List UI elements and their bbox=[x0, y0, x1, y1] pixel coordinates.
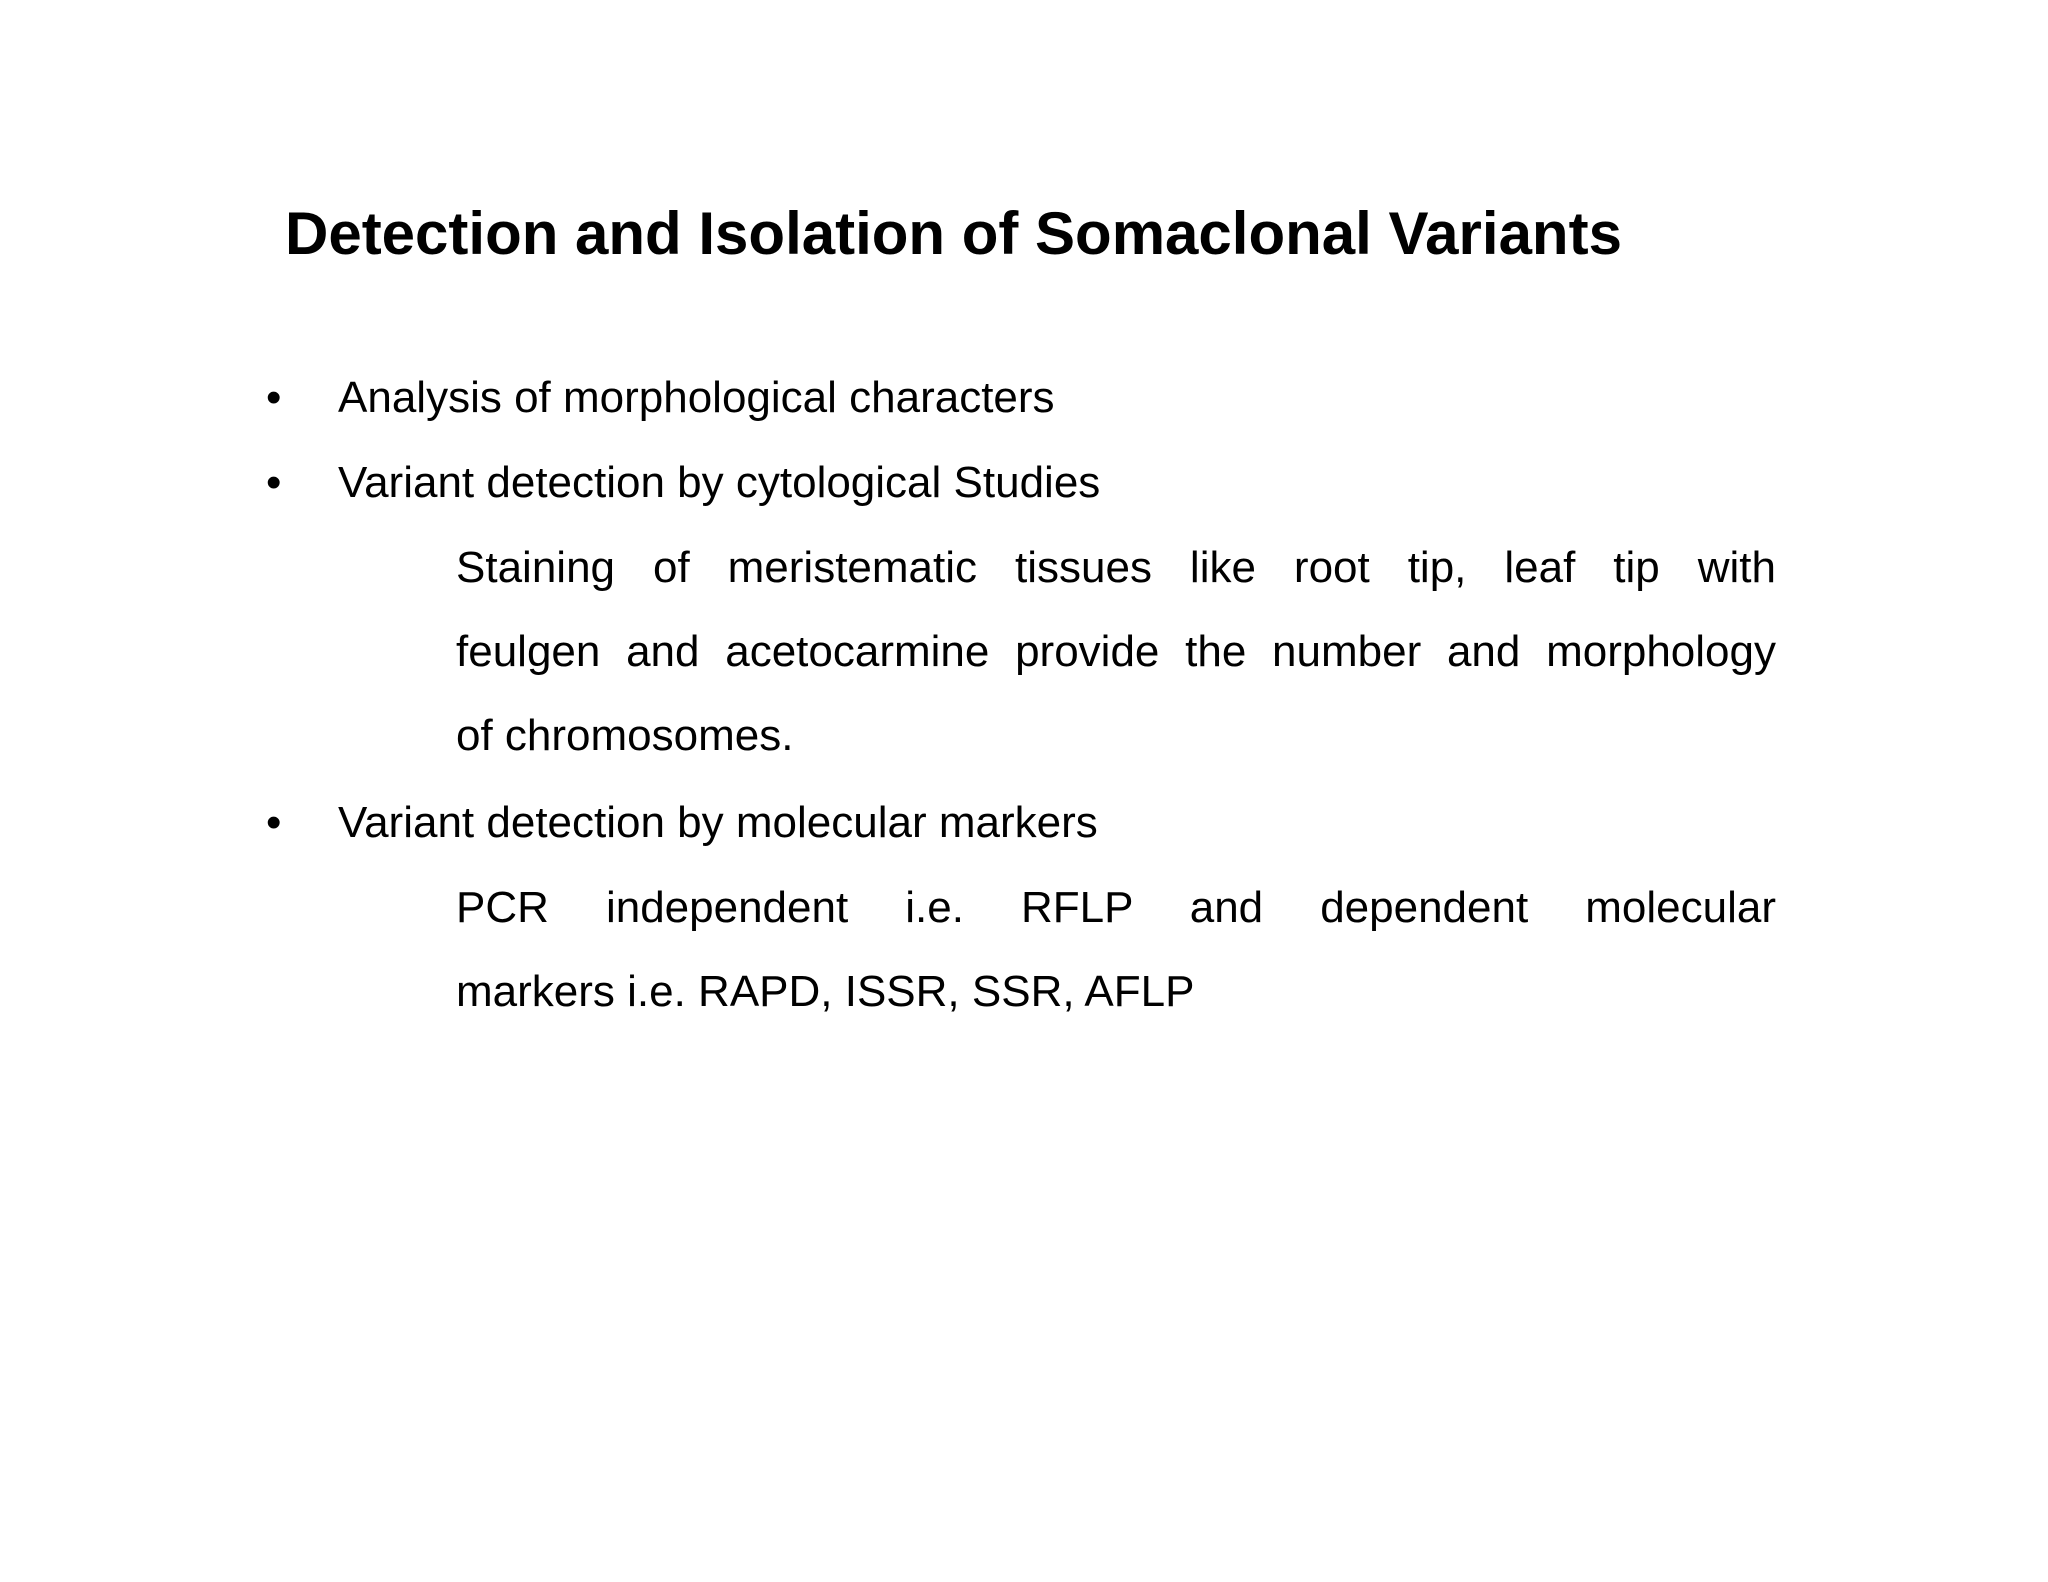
bullet-item-text: Variant detection by molecular markers bbox=[338, 798, 1098, 847]
paragraph-line: feulgen and acetocarmine provide the number and morphology bbox=[456, 627, 1776, 676]
bullet-item-text: Variant detection by cytological Studies bbox=[338, 458, 1101, 507]
bullet-icon: • bbox=[266, 373, 282, 422]
paragraph-line: Staining of meristematic tissues like root tip, leaf tip with bbox=[456, 543, 1776, 592]
bullet-item-text: Analysis of morphological characters bbox=[338, 373, 1055, 422]
molecular-detail-paragraph bbox=[456, 866, 1776, 1034]
slide-title: Detection and Isolation of Somaclonal Variants bbox=[285, 200, 1622, 267]
cytological-detail-paragraph bbox=[456, 526, 1776, 778]
paragraph-line: markers i.e. RAPD, ISSR, SSR, AFLP bbox=[456, 967, 1195, 1016]
paragraph-line: of chromosomes. bbox=[456, 711, 794, 760]
bullet-icon: • bbox=[266, 458, 282, 507]
bullet-icon: • bbox=[266, 798, 282, 847]
paragraph-line: PCR independent i.e. RFLP and dependent molecular bbox=[456, 883, 1776, 932]
